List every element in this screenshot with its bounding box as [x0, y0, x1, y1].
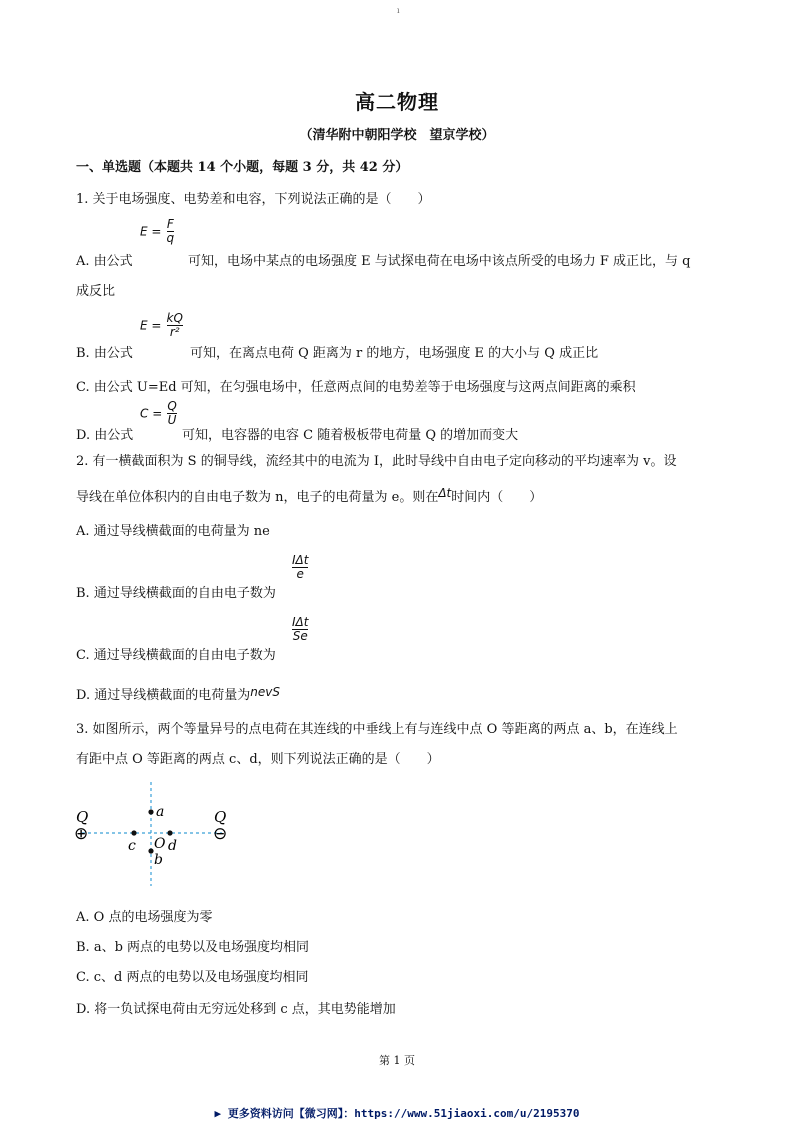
q1-d-formula: [140, 400, 177, 427]
q1-d-num: Q: [167, 399, 177, 413]
q1-a-text2: 成反比: [76, 284, 116, 299]
q1-b-text: 可知，在离点电荷 Q 距离为 r 的地方，电场强度 E 的大小与 Q 成正比: [190, 346, 599, 361]
fig-label-a: a: [156, 804, 165, 820]
q1-b-lhs: E =: [140, 318, 162, 333]
q2-option-c: C. 通过导线横截面的自由电子数为: [76, 648, 276, 663]
q2-option-b: B. 通过导线横截面的自由电子数为: [76, 586, 276, 601]
q1-a-den: q: [166, 231, 175, 246]
q1-d-lhs: C =: [140, 406, 163, 421]
q3-option-d: D. 将一负试探电荷由无穷远处移到 c 点，其电势能增加: [76, 1002, 396, 1017]
q2-delta-t: Δt: [438, 486, 452, 500]
point-d-dot: [167, 830, 172, 835]
page-subtitle: （清华附中朝阳学校 望京学校）: [299, 128, 495, 143]
fig-label-c: c: [128, 838, 136, 854]
q1-a-fraction: [167, 218, 175, 245]
q1-a-text: 可知，电场中某点的电场强度 E 与试探电荷在电场中该点所受的电场力 F 成正比，与 q: [188, 254, 691, 269]
q2-stem-a: 导线在单位体积内的自由电子数为 n，电子的电荷量为 e。则在: [76, 490, 439, 505]
fig-label-o: O: [154, 836, 166, 852]
fig-q-left: Q: [76, 808, 89, 826]
point-b-dot: [148, 848, 153, 853]
q2-option-a: A. 通过导线横截面的电荷量为 ne: [76, 524, 270, 539]
q2-d-math: nevS: [250, 685, 280, 699]
q1-a-num: F: [166, 217, 174, 231]
q3-figure: [70, 778, 240, 890]
negative-charge-icon: ⊖: [213, 824, 228, 844]
q1-stem: 1. 关于电场强度、电势差和电容，下列说法正确的是（ ）: [76, 192, 431, 207]
q3-stem-line1: 3. 如图所示，两个等量异号的点电荷在其连线的中垂线上有与连线中点 O 等距离的两点 a、b，在连线上: [76, 722, 678, 737]
q2-b-den: e: [296, 567, 304, 582]
q2-c-fraction-wrap: [292, 616, 308, 643]
q1-a-lhs: E =: [140, 224, 162, 239]
q1-option-c: C. 由公式 U=Ed 可知，在匀强电场中，任意两点间的电势差等于电场强度与这两点间距离的乘积: [76, 380, 636, 395]
q3-option-b: B. a、b 两点的电势以及电场强度均相同: [76, 940, 310, 955]
q2-stem-b: 时间内（ ）: [451, 490, 543, 505]
q2-b-fraction-wrap: [292, 554, 308, 581]
q1-b-num: kQ: [166, 311, 183, 325]
q1-d-fraction: [167, 400, 176, 427]
q1-b-formula: [140, 312, 183, 339]
fig-label-d: d: [168, 838, 177, 854]
q2-d-text: D. 通过导线横截面的电荷量为: [76, 688, 251, 703]
q2-c-num: IΔt: [292, 615, 309, 629]
section-heading: 一、单选题（本题共 14 个小题，每题 3 分，共 42 分）: [76, 160, 409, 175]
q3-stem-line2: 有距中点 O 等距离的两点 c、d，则下列说法正确的是（ ）: [76, 752, 440, 767]
q3-option-c: C. c、d 两点的电势以及电场强度均相同: [76, 970, 309, 985]
page-number: 第 1 页: [379, 1054, 415, 1067]
header-mark: ı: [397, 6, 400, 15]
q1-b-den: r²: [169, 325, 180, 340]
q1-d-den: U: [167, 413, 177, 428]
point-c-dot: [131, 830, 136, 835]
fig-q-right: Q: [214, 808, 227, 826]
q1-b-prefix: B. 由公式: [76, 346, 133, 361]
positive-charge-icon: ⊕: [74, 824, 89, 844]
promo-link[interactable]: ▶ 更多资料访问【微习网】：https://www.51jiaoxi.com/u/2195370: [214, 1107, 580, 1120]
q2-stem-line1: 2. 有一横截面积为 S 的铜导线，流经其中的电流为 I，此时导线中自由电子定向移动的平均速率为 v。设: [76, 454, 677, 469]
q1-a-formula: [140, 218, 174, 245]
page-title: 高二物理: [355, 90, 439, 114]
q1-d-text: 可知，电容器的电容 C 随着极板带电荷量 Q 的增加而变大: [182, 428, 519, 443]
q2-b-fraction: [292, 554, 308, 581]
q2-c-fraction: [292, 616, 308, 643]
q2-c-den: Se: [292, 629, 308, 644]
fig-label-b: b: [154, 852, 163, 868]
q1-a-prefix: A. 由公式: [76, 254, 133, 269]
point-a-dot: [148, 809, 153, 814]
q2-b-num: IΔt: [292, 553, 309, 567]
q2-option-d: [76, 684, 280, 703]
q1-d-prefix: D. 由公式: [76, 428, 134, 443]
q1-b-fraction: [167, 312, 183, 339]
q1-option-a: [76, 250, 133, 269]
q2-stem-line2: [76, 486, 542, 505]
q3-option-a: A. O 点的电场强度为零: [76, 910, 213, 925]
